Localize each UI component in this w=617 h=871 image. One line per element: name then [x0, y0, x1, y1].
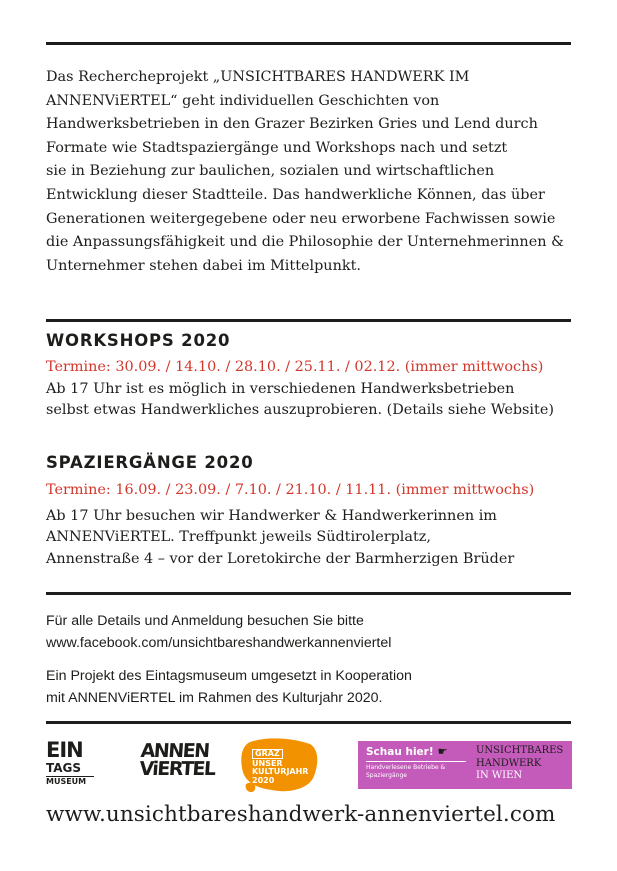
walks-line: Ab 17 Uhr besuchen wir Handwerker & Handwerkerinnen im	[46, 507, 497, 524]
schau-hier-place: IN WIEN	[476, 770, 523, 781]
project-line: mit ANNENViERTEL im Rahmen des Kulturjahr 2020.	[46, 689, 383, 706]
workshops-dates: Termine: 30.09. / 14.10. / 28.10. / 25.11. / 02.12. (immer mittwochs)	[46, 359, 544, 375]
workshops-line: Ab 17 Uhr ist es möglich in verschiedenen Handwerksbetrieben	[46, 380, 515, 397]
website-url[interactable]: www.unsichtbareshandwerk-annenviertel.com	[46, 802, 556, 827]
workshops-heading: WORKSHOPS 2020	[46, 331, 231, 350]
intro-line: Entwicklung dieser Stadtteile. Das handwerkliche Können, das über	[46, 186, 545, 203]
eintags-word-tags: TAGS	[46, 761, 82, 775]
schau-hier-title: UNSICHTBARES	[476, 745, 564, 756]
top-rule	[46, 42, 571, 45]
intro-line: Das Rechercheprojekt „UNSICHTBARES HANDWERK IM	[46, 69, 470, 85]
walks-line: Annenstraße 4 – vor der Loretokirche der Barmherzigen Brüder	[46, 550, 515, 567]
workshops-line: selbst etwas Handwerkliches auszuprobieren. (Details siehe Website)	[46, 402, 554, 418]
workshops-block	[46, 357, 576, 422]
schau-hier-sub: Spaziergänge	[366, 771, 407, 779]
annenviertel-logo	[138, 740, 216, 781]
intro-line: die Anpassungsfähigkeit und die Philosophie der Unternehmerinnen &	[46, 234, 564, 251]
project-text	[46, 666, 576, 709]
intro-line: ANNENViERTEL“ geht individuellen Geschichten von	[46, 92, 440, 109]
facebook-link[interactable]: www.facebook.com/unsichtbareshandwerkannenviertel	[46, 634, 392, 651]
walks-line: ANNENViERTEL. Treffpunkt jeweils Südtirolerplatz,	[46, 529, 431, 545]
intro-line: Handwerksbetrieben in den Grazer Bezirken Gries und Lend durch	[46, 116, 538, 133]
project-line: Ein Projekt des Eintagsmuseum umgesetzt in Kooperation	[46, 668, 412, 684]
schau-hier-banner[interactable]	[358, 741, 572, 789]
details-text	[46, 611, 576, 654]
section-rule	[46, 319, 571, 322]
kulturjahr-word-unser: UNSER	[252, 758, 283, 768]
intro-text	[46, 66, 576, 278]
schau-hier-sub: Handverlesene Betriebe &	[366, 764, 446, 771]
kulturjahr-word-2020: 2020	[252, 775, 275, 785]
walks-block	[46, 480, 576, 570]
kulturjahr-word-graz: GRAZ	[252, 749, 283, 759]
intro-line: Generationen weitergegebene oder neu erworbene Fachwissen sowie	[46, 210, 556, 227]
kulturjahr-logo	[240, 736, 320, 794]
intro-line: Formate wie Stadtspaziergänge und Workshops nach und setzt	[46, 139, 508, 156]
annenviertel-word-viertel: ViERTEL	[138, 758, 216, 781]
intro-line: Unternehmer stehen dabei im Mittelpunkt.	[46, 257, 361, 274]
section-rule	[46, 592, 571, 595]
intro-line: sie in Beziehung zur baulichen, sozialen und wirtschaftlichen	[46, 163, 495, 180]
pointing-hand-icon: ☛	[437, 746, 448, 758]
schau-hier-badge: Schau hier!	[366, 745, 434, 758]
annenviertel-word-annen: ANNEN	[139, 740, 210, 762]
eintagsmuseum-logo	[46, 740, 94, 786]
section-rule	[46, 721, 571, 724]
details-line: Für alle Details und Anmeldung besuchen Sie bitte	[46, 613, 364, 629]
eintags-word-ein: EIN	[46, 738, 83, 762]
walks-heading: SPAZIERGÄNGE 2020	[46, 453, 254, 472]
eintags-word-museum: MUSEUM	[46, 776, 94, 786]
kulturjahr-word-kulturjahr: KULTURJAHR	[252, 767, 309, 777]
walks-dates: Termine: 16.09. / 23.09. / 7.10. / 21.10. / 11.11. (immer mittwochs)	[46, 482, 535, 498]
schau-hier-title: HANDWERK	[476, 757, 542, 769]
